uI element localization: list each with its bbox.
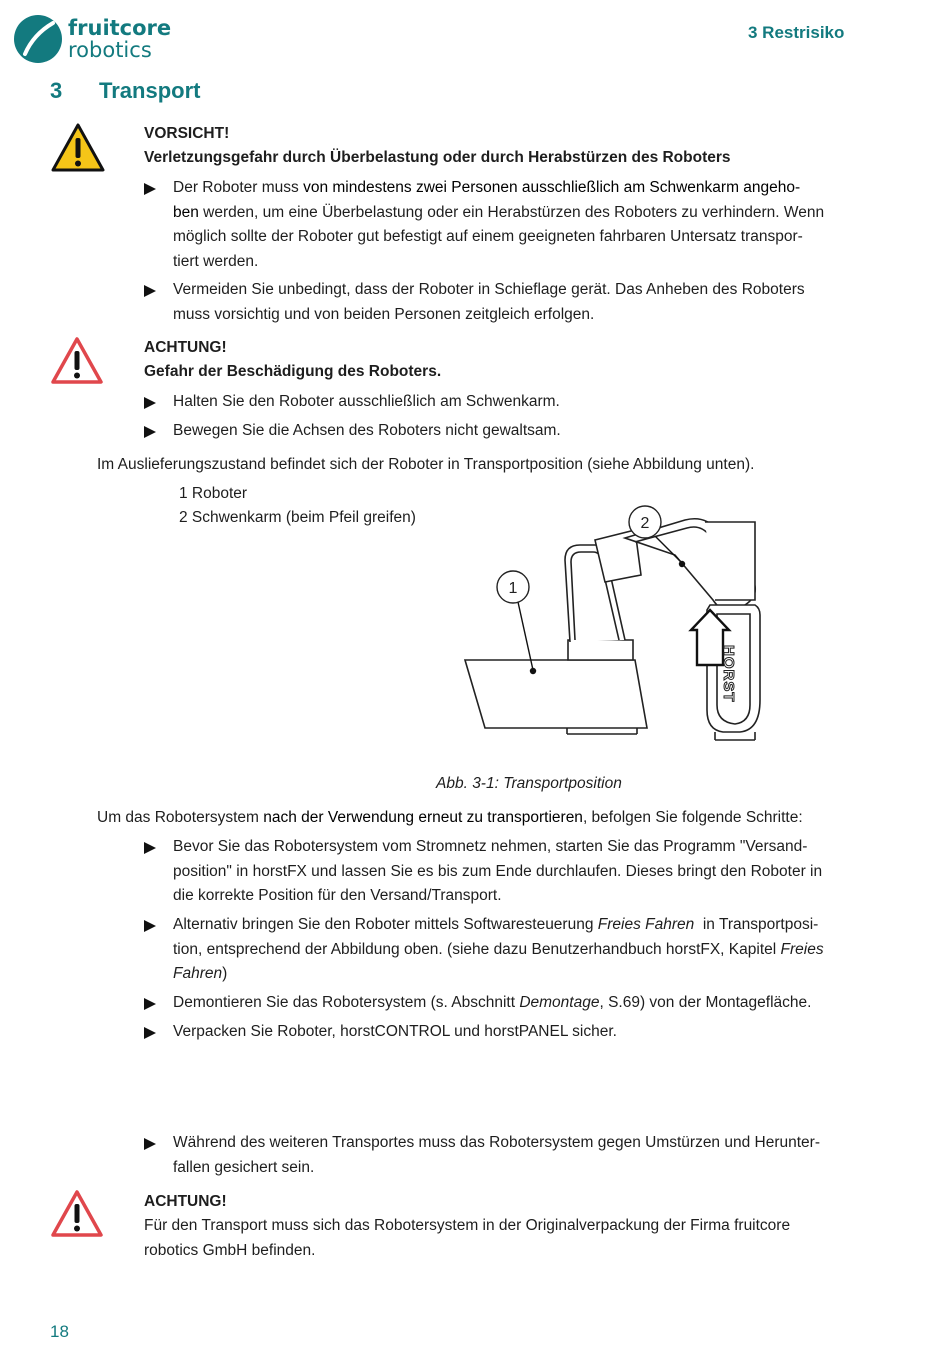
emphasis-text: von mindestens zwei Personen ausschließlich am Schwenkarm angeho- <box>303 179 801 196</box>
bullet-arrow-icon <box>144 842 156 854</box>
chapter-number: 3 <box>50 78 63 103</box>
callout-2: 2 <box>640 515 650 532</box>
page-number: 18 <box>50 1322 69 1341</box>
warning-triangle-icon <box>50 1189 104 1239</box>
warning2-subheading: Gefahr der Beschädigung des Roboters. <box>144 363 442 380</box>
step-4: Verpacken Sie Roboter, horstCONTROL und horstPANEL sicher. <box>144 1020 854 1045</box>
step-1: Bevor Sie das Robotersystem vom Stromnetz nehmen, starten Sie das Programm "Versand- position" in horstFX und lassen Sie es bis zum Ende durchlaufen. Dieses bringt den Roboter in die korrekte Position für den Versand/Transport. <box>144 835 854 909</box>
warning2-bullet-1: Halten Sie den Roboter ausschließlich am Schwenkarm. <box>144 390 849 415</box>
bullet-arrow-icon <box>144 426 156 438</box>
logo-word-robotics: robotics <box>68 38 152 62</box>
robot-transport-illustration <box>455 500 775 750</box>
warning3-text: Für den Transport muss sich das Robotersystem in der Originalverpackung der Firma fruitcore robotics GmbH befinden. <box>144 1217 791 1259</box>
warning1-subheading: Verletzungsgefahr durch Überbelastung oder durch Herabstürzen des Roboters <box>144 149 731 166</box>
bullet-arrow-icon <box>144 1138 156 1150</box>
warning-triangle-icon <box>50 336 104 386</box>
bullet-arrow-icon <box>144 183 156 195</box>
figure-caption: Abb. 3-1: Transportposition <box>436 775 622 792</box>
bullet-arrow-icon <box>144 920 156 932</box>
step-3: Demontieren Sie das Robotersystem (s. Abschnitt Demontage, S.69) von der Montagefläche. <box>144 991 854 1016</box>
bullet-arrow-icon <box>144 998 156 1010</box>
bullet-arrow-icon <box>144 285 156 297</box>
step-2: Alternativ bringen Sie den Roboter mittels Softwaresteuerung Freies Fahren in Transportposi- tion, entsprechend der Abbildung oben. (siehe dazu Benutzerhandbuch horstFX, Kapitel Freies Fahren) <box>144 913 854 987</box>
warning1-bullet-2: Vermeiden Sie unbedingt, dass der Roboter in Schieflage gerät. Das Anheben des Roboters muss vorsichtig und von beiden Personen zeitgleich erfolgen. <box>144 278 849 327</box>
chapter-title: Transport <box>99 78 201 103</box>
emphasis-text: nach der Verwendung erneut zu transportieren <box>263 809 583 826</box>
callout-1: 1 <box>508 580 518 597</box>
logo-mark-icon <box>13 14 63 64</box>
warning2-bullet-2: Bewegen Sie die Achsen des Roboters nicht gewaltsam. <box>144 419 849 444</box>
bullet-arrow-icon <box>144 1027 156 1039</box>
warning2-heading: ACHTUNG! <box>144 339 227 356</box>
logo-word-fruitcore: fruitcore <box>68 16 172 40</box>
warning1-heading: VORSICHT! <box>144 125 230 142</box>
figure-legend-1: 1 Roboter <box>179 485 248 502</box>
step-5: Während des weiteren Transportes muss das Robotersystem gegen Umstürzen und Herunter- fallen gesichert sein. <box>144 1131 854 1180</box>
warning1-bullet-1: Der Roboter muss von mindestens zwei Personen ausschließlich am Schwenkarm angeho- ben werden, um eine Überbelastung oder ein Herabstürzen des Roboters zu verhindern. Wenn möglich sollte der Roboter gut befestigt auf einem geeigneten fahrbaren Untersatz transpor- tiert werden. <box>144 176 849 274</box>
warning3-heading: ACHTUNG! <box>144 1193 227 1210</box>
caution-triangle-icon <box>50 122 106 174</box>
figure-legend-2: 2 Schwenkarm (beim Pfeil greifen) <box>179 509 416 526</box>
section-label: 3 Restrisiko <box>748 23 845 42</box>
company-logo <box>13 14 173 64</box>
bullet-arrow-icon <box>144 397 156 409</box>
robot-brand-label: HORST <box>720 645 737 703</box>
intro-paragraph: Im Auslieferungszustand befindet sich der Roboter in Transportposition (siehe Abbildung unten). <box>97 456 755 473</box>
steps-intro: Um das Robotersystem nach der Verwendung erneut zu transportieren, befolgen Sie folgende Schritte: <box>97 809 803 826</box>
